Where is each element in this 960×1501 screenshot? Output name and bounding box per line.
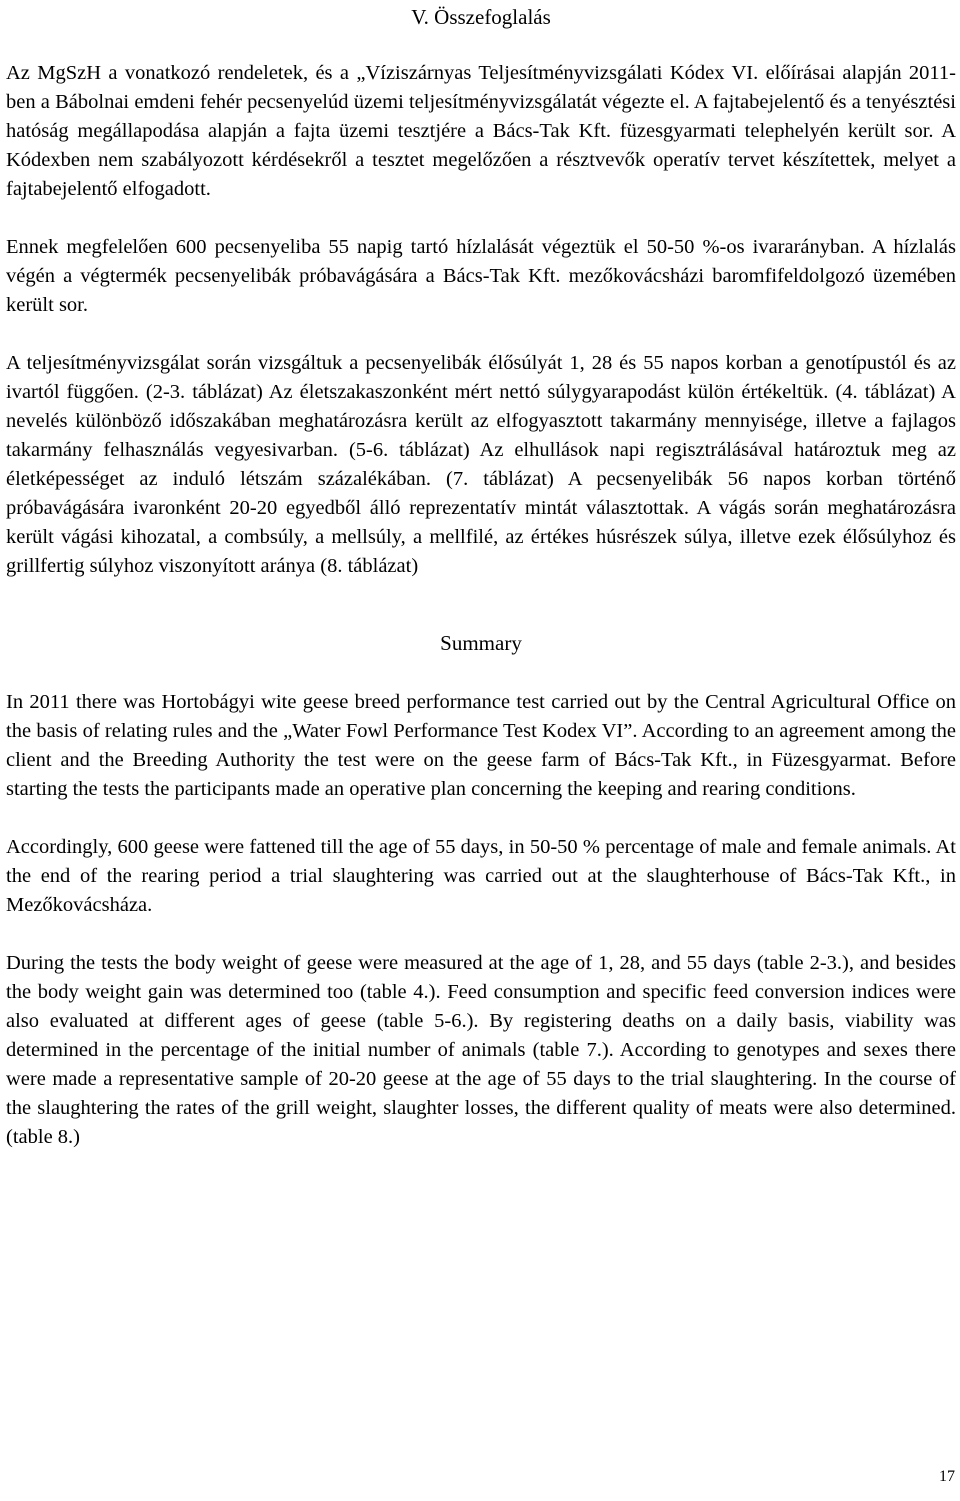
paragraph-en-1: In 2011 there was Hortobágyi wite geese breed performance test carried out by the Central Agricultural Office on the basis of relating rules and the „Water Fowl Performance Test Kodex VI”. According to an agreement among the client and the Breeding Authority the test were on the geese farm of Bács-Tak Kft., in Füzesgyarmat. Before starting the tests the participants made an operative plan concerning the keeping and rearing conditions. [6,691,956,800]
page-number: 17 [939,1468,955,1485]
document-page [6,0,956,1181]
paragraph-hu-3: A teljesítményvizsgálat során vizsgáltuk a pecsenyelibák élősúlyát 1, 28 és 55 napos korban a genotípustól és az ivartól függően. (2-3. táblázat) Az életszakaszonként mért nettó súlygyarapodást külön értékeltük. (4. táblázat) A nevelés különböző időszakában meghatározásra került az elfogyasztott takarmány mennyisége, illetve a fajlagos takarmány felhasználás vegyesivarban. (5-6. táblázat) Az elhullások napi regisztrálásával határoztuk meg az életképességet az induló létszám százalékában. (7. táblázat) A pecsenyelibák 56 napos korban történő próbavágására ivaronként 20-20 egyedből álló reprezentatív mintát választottak. A vágás során meghatározásra került vágási kihozatal, a combsúly, a mellsúly, a mellfilé, az értékes húsrészek súlya, illetve ezek élősúlyhoz és grillfertig súlyhoz viszonyított aránya (8. táblázat) [6,352,956,577]
paragraph-en-3: During the tests the body weight of geese were measured at the age of 1, 28, and 55 days (table 2-3.), and besides the body weight gain was determined too (table 4.). Feed consumption and specific feed conversion indices were also evaluated at different ages of geese (table 5-6.). By registering deaths on a daily basis, viability was determined in the percentage of the initial number of animals (table 7.). According to genotypes and sexes there were made a representative sample of 20-20 geese at the age of 55 days to the trial slaughtering. In the course of the slaughtering the rates of the grill weight, slaughter losses, the different quality of meats were also determined. (table 8.) [6,952,956,1148]
paragraph-hu-2: Ennek megfelelően 600 pecsenyeliba 55 napig tartó hízlalását végeztük el 50-50 %-os ivararányban. A hízlalás végén a végtermék pecsenyelibák próbavágására a Bács-Tak Kft. mezőkovácsházi baromfifeldolgozó üzemében került sor. [6,236,956,316]
paragraph-en-2: Accordingly, 600 geese were fattened till the age of 55 days, in 50-50 % percentage of male and female animals. At the end of the rearing period a trial slaughtering was carried out at the slaughterhouse of Bács-Tak Kft., in Mezőkovácsháza. [6,836,956,916]
paragraph-hu-1: Az MgSzH a vonatkozó rendeletek, és a „Víziszárnyas Teljesítményvizsgálati Kódex VI. előírásai alapján 2011-ben a Bábolnai emdeni fehér pecsenyelúd üzemi teljesítményvizsgálatát végezte el. A fajtabejelentő és a tenyésztési hatóság megállapodása alapján a fajta üzemi tesztjére a Bács-Tak Kft. füzesgyarmati telephelyén került sor. A Kódexben nem szabályozott kérdésekről a tesztet megelőzően a résztvevők operatív tervet készítettek, melyet a fajtabejelentő elfogadott. [6,62,956,200]
section-title-summary: Summary [440,631,522,655]
section-title-hungarian: V. Összefoglalás [411,5,551,29]
